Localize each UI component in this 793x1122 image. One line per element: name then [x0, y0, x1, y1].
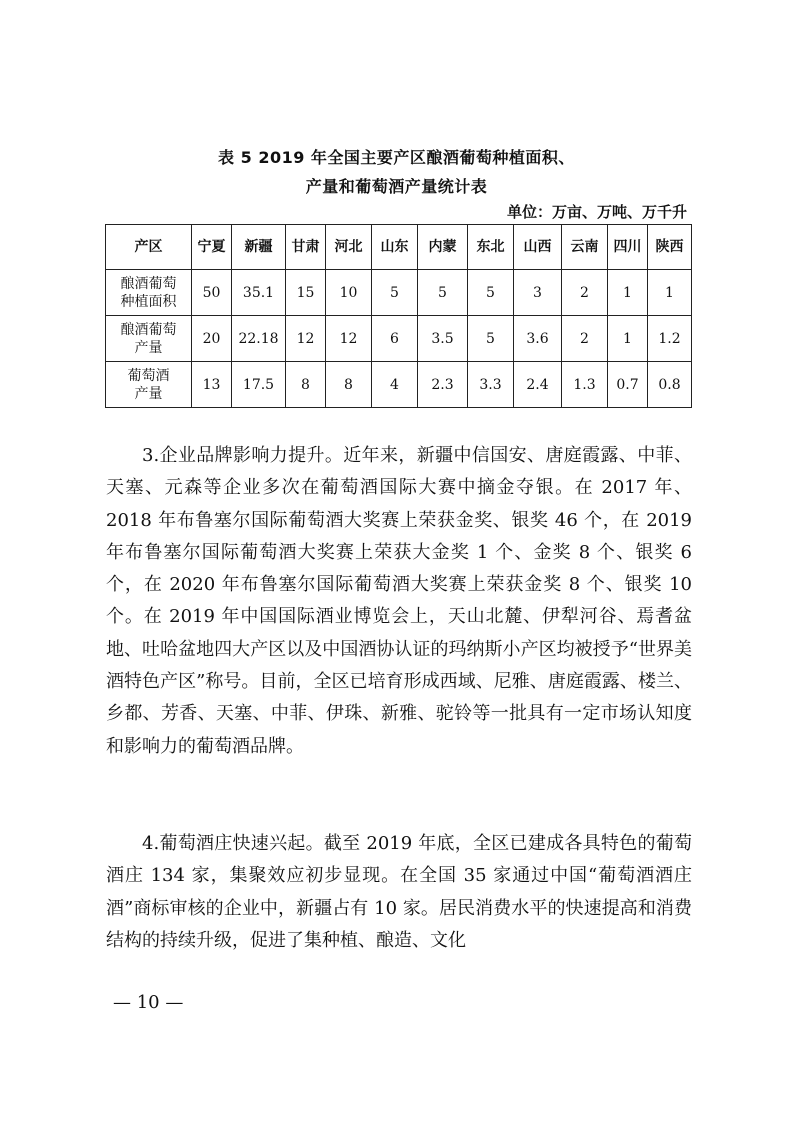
table-cell: 2.4 — [514, 362, 562, 408]
header-cell: 甘肃 — [286, 225, 326, 270]
paragraph-winery-rise: 4.葡萄酒庄快速兴起。截至 2019 年底，全区已建成各具特色的葡萄酒庄 134 家，集聚效应初步显现。在全国 35 家通过中国“葡萄酒酒庄酒”商标审核的企业中，新疆占有 10 家。居民消费水平的快速提高和消费结构的持续升级，促进了集种植、酿造、文化 — [106, 833, 692, 951]
table-cell: 1 — [608, 316, 648, 362]
table-row — [106, 362, 692, 408]
table-row — [106, 316, 692, 362]
row-label-line: 酿酒葡萄 — [120, 321, 177, 338]
header-cell: 新疆 — [232, 225, 286, 270]
header-cell: 东北 — [468, 225, 514, 270]
header-cell: 河北 — [326, 225, 372, 270]
table-cell: 8 — [326, 362, 372, 408]
table-unit: 单位：万亩、万吨、万千升 — [506, 203, 687, 221]
header-cell: 产区 — [106, 225, 192, 270]
table-cell: 10 — [326, 270, 372, 316]
header-cell: 云南 — [562, 225, 608, 270]
header-cell: 宁夏 — [192, 225, 232, 270]
row-label — [106, 270, 192, 316]
table-cell: 50 — [192, 270, 232, 316]
table-cell: 2 — [562, 270, 608, 316]
table-cell: 0.8 — [648, 362, 692, 408]
page-number: — 10 — — [113, 992, 184, 1013]
table-cell: 1 — [648, 270, 692, 316]
table-cell: 4 — [372, 362, 418, 408]
header-cell: 四川 — [608, 225, 648, 270]
table-cell: 1 — [608, 270, 648, 316]
row-label-line: 产量 — [134, 385, 163, 402]
table-cell: 6 — [372, 316, 418, 362]
table-row — [106, 270, 692, 316]
table-cell: 8 — [286, 362, 326, 408]
row-label-line: 产量 — [134, 339, 163, 356]
row-label-line: 葡萄酒 — [127, 367, 170, 384]
table-header-row — [106, 225, 692, 270]
table-cell: 3.5 — [418, 316, 468, 362]
header-cell: 内蒙 — [418, 225, 468, 270]
header-cell: 山东 — [372, 225, 418, 270]
table-cell: 20 — [192, 316, 232, 362]
statistics-table — [105, 224, 692, 408]
table-cell: 5 — [468, 270, 514, 316]
table-cell: 2 — [562, 316, 608, 362]
header-cell: 陕西 — [648, 225, 692, 270]
table-cell: 3 — [514, 270, 562, 316]
table-cell: 5 — [418, 270, 468, 316]
row-label — [106, 362, 192, 408]
table-cell: 35.1 — [232, 270, 286, 316]
table-cell: 5 — [372, 270, 418, 316]
table-cell: 17.5 — [232, 362, 286, 408]
table-cell: 1.2 — [648, 316, 692, 362]
table-cell: 13 — [192, 362, 232, 408]
table-cell: 1.3 — [562, 362, 608, 408]
table-title-line1: 表 5 2019 年全国主要产区酿酒葡萄种植面积、 — [218, 148, 575, 167]
table-cell: 3.3 — [468, 362, 514, 408]
table-cell: 22.18 — [232, 316, 286, 362]
row-label-line: 种植面积 — [120, 293, 177, 310]
paragraph-brand-influence: 3.企业品牌影响力提升。近年来，新疆中信国安、唐庭霞露、中菲、天塞、元森等企业多次在葡萄酒国际大赛中摘金夺银。在 2017 年、2018 年布鲁塞尔国际葡萄酒大奖赛上荣获金奖、银奖 46 个，在 2019 年布鲁塞尔国际葡萄酒大奖赛上荣获大金奖 1 个、金奖 8 个、银奖 6 个，在 2020 年布鲁塞尔国际葡萄酒大奖赛上荣获金奖 8 个、银奖 10 个。在 2019 年中国国际酒业博览会上，天山北麓、伊犁河谷、焉耆盆地、吐哈盆地四大产区以及中国酒协认证的玛纳斯小产区均被授予“世界美酒特色产区”称号。目前，全区已培育形成西域、尼雅、唐庭霞露、楼兰、乡都、芳香、天塞、中菲、伊珠、新雅、驼铃等一批具有一定市场认知度和影响力的葡萄酒品牌。 — [106, 445, 692, 757]
header-cell: 山西 — [514, 225, 562, 270]
row-label — [106, 316, 192, 362]
table-cell: 15 — [286, 270, 326, 316]
table-title-line2: 产量和葡萄酒产量统计表 — [305, 177, 488, 196]
table-cell: 0.7 — [608, 362, 648, 408]
table-cell: 12 — [326, 316, 372, 362]
table-cell: 5 — [468, 316, 514, 362]
row-label-line: 酿酒葡萄 — [120, 275, 177, 292]
table-cell: 12 — [286, 316, 326, 362]
table-cell: 2.3 — [418, 362, 468, 408]
table-cell: 3.6 — [514, 316, 562, 362]
